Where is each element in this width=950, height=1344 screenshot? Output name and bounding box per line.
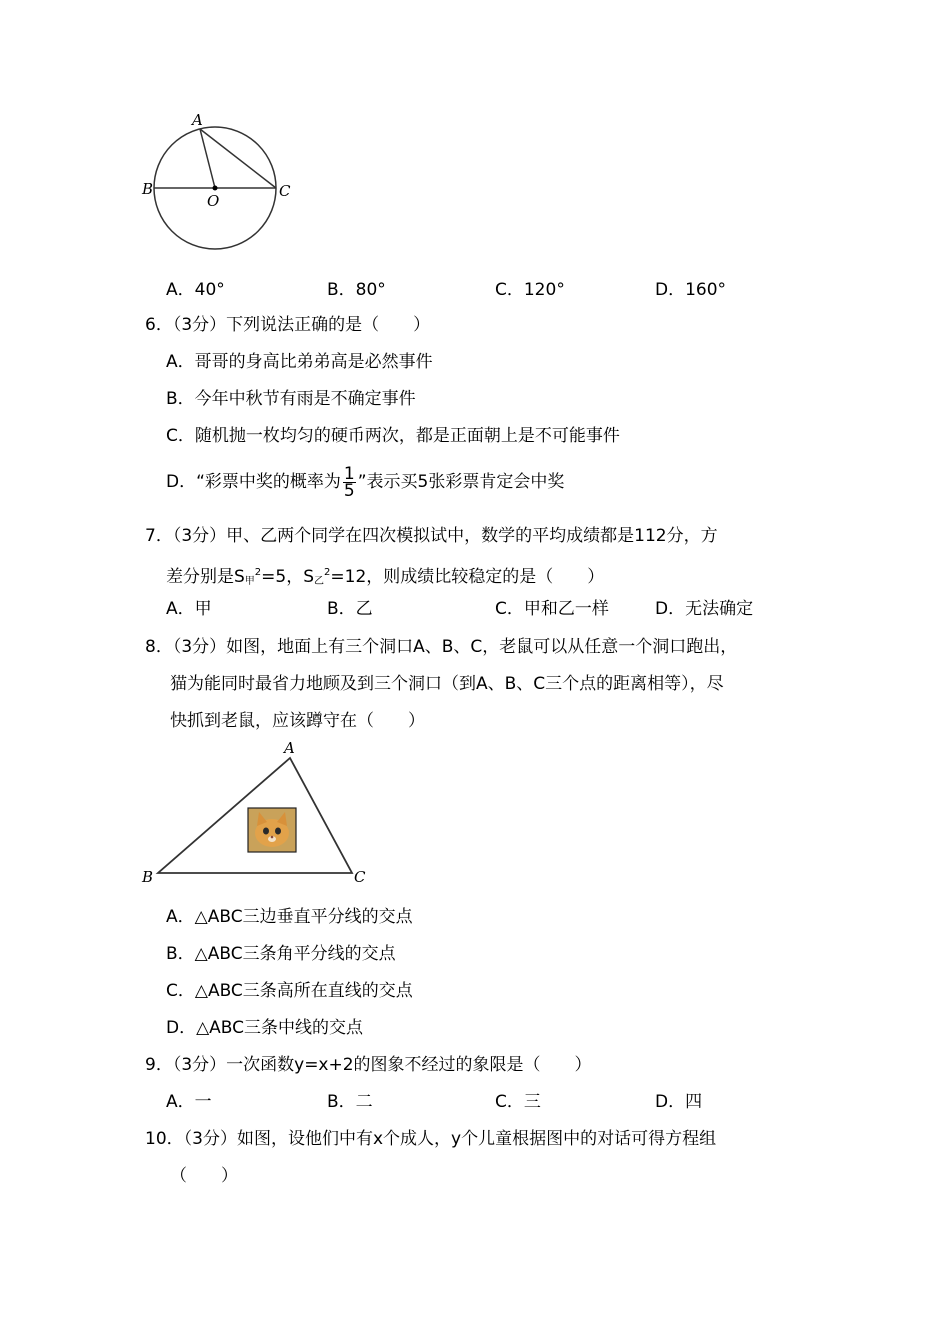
center-point <box>213 186 218 191</box>
tri-label-b: B <box>142 868 154 886</box>
superscript-2-b: 2 <box>324 567 331 578</box>
q7-option-c: C．甲和乙一样 <box>495 599 609 619</box>
q7-line2-a: 差分别是S <box>166 567 245 587</box>
q6-option-d <box>166 462 564 502</box>
q9-option-d: D．四 <box>655 1092 703 1112</box>
q7-option-b: B．乙 <box>327 599 373 619</box>
q7-line2-b: =5，S <box>261 567 315 587</box>
q7-option-d: D．无法确定 <box>655 599 754 619</box>
q5-option-a: A．40° <box>166 280 225 300</box>
q8-line3: 快抓到老鼠，应该蹲守在（ ） <box>170 711 425 731</box>
tri-label-c: C <box>354 868 366 886</box>
q5-option-c: C．120° <box>495 280 565 300</box>
label-c: C <box>279 182 291 200</box>
q6-option-c: C．随机抛一枚均匀的硬币两次，都是正面朝上是不可能事件 <box>166 426 620 446</box>
fraction-numerator: 1 <box>343 463 355 484</box>
superscript-2-a: 2 <box>254 567 262 578</box>
q5-option-b: B．80° <box>327 280 386 300</box>
q6-option-d-prefix: D．“彩票中奖的概率为 <box>166 472 341 492</box>
q8-line1: 8．（3分）如图，地面上有三个洞口A、B、C，老鼠可以从任意一个洞口跑出， <box>145 637 738 657</box>
q6-stem: 6．（3分）下列说法正确的是（ ） <box>145 315 431 335</box>
q9-option-b: B．二 <box>327 1092 373 1112</box>
segment-ao <box>200 129 215 188</box>
segment-ac <box>200 129 276 188</box>
fraction-denominator: 5 <box>343 480 355 501</box>
q8-option-d: D．△ABC三条中线的交点 <box>166 1018 364 1038</box>
q8-line2: 猫为能同时最省力地顾及到三个洞口（到A、B、C三个点的距离相等），尽 <box>170 674 724 694</box>
q10-line1: 10．（3分）如图，设他们中有x个成人，y个儿童根据图中的对话可得方程组 <box>145 1129 717 1149</box>
q7-line2 <box>166 562 604 593</box>
q5-option-d: D．160° <box>655 280 727 300</box>
cat-icon <box>248 808 296 852</box>
triangle-figure <box>138 738 378 888</box>
circle-figure <box>138 110 308 260</box>
q8-option-c: C．△ABC三条高所在直线的交点 <box>166 981 413 1001</box>
fraction-one-fifth <box>343 463 356 501</box>
q6-option-b: B．今年中秋节有雨是不确定事件 <box>166 389 416 409</box>
subscript-jia: 甲 <box>244 576 255 587</box>
q9-option-a: A．一 <box>166 1092 212 1112</box>
q6-option-a: A．哥哥的身高比弟弟高是必然事件 <box>166 352 433 372</box>
q6-option-d-suffix: ”表示买5张彩票肯定会中奖 <box>357 472 565 492</box>
q7-line1: 7．（3分）甲、乙两个同学在四次模拟试中，数学的平均成绩都是112分，方 <box>145 526 718 546</box>
subscript-yi: 乙 <box>314 576 325 587</box>
tri-label-a: A <box>284 739 295 757</box>
q9-stem: 9．（3分）一次函数y=x+2的图象不经过的象限是（ ） <box>145 1055 592 1075</box>
q7-line2-c: =12，则成绩比较稳定的是（ ） <box>330 567 605 587</box>
q8-option-b: B．△ABC三条角平分线的交点 <box>166 944 396 964</box>
label-b: B <box>142 180 154 198</box>
q7-option-a: A．甲 <box>166 599 212 619</box>
q8-option-a: A．△ABC三边垂直平分线的交点 <box>166 907 413 927</box>
label-a: A <box>192 111 203 129</box>
q10-line2: （ ） <box>170 1166 238 1186</box>
q9-option-c: C．三 <box>495 1092 541 1112</box>
label-o: O <box>207 192 220 210</box>
